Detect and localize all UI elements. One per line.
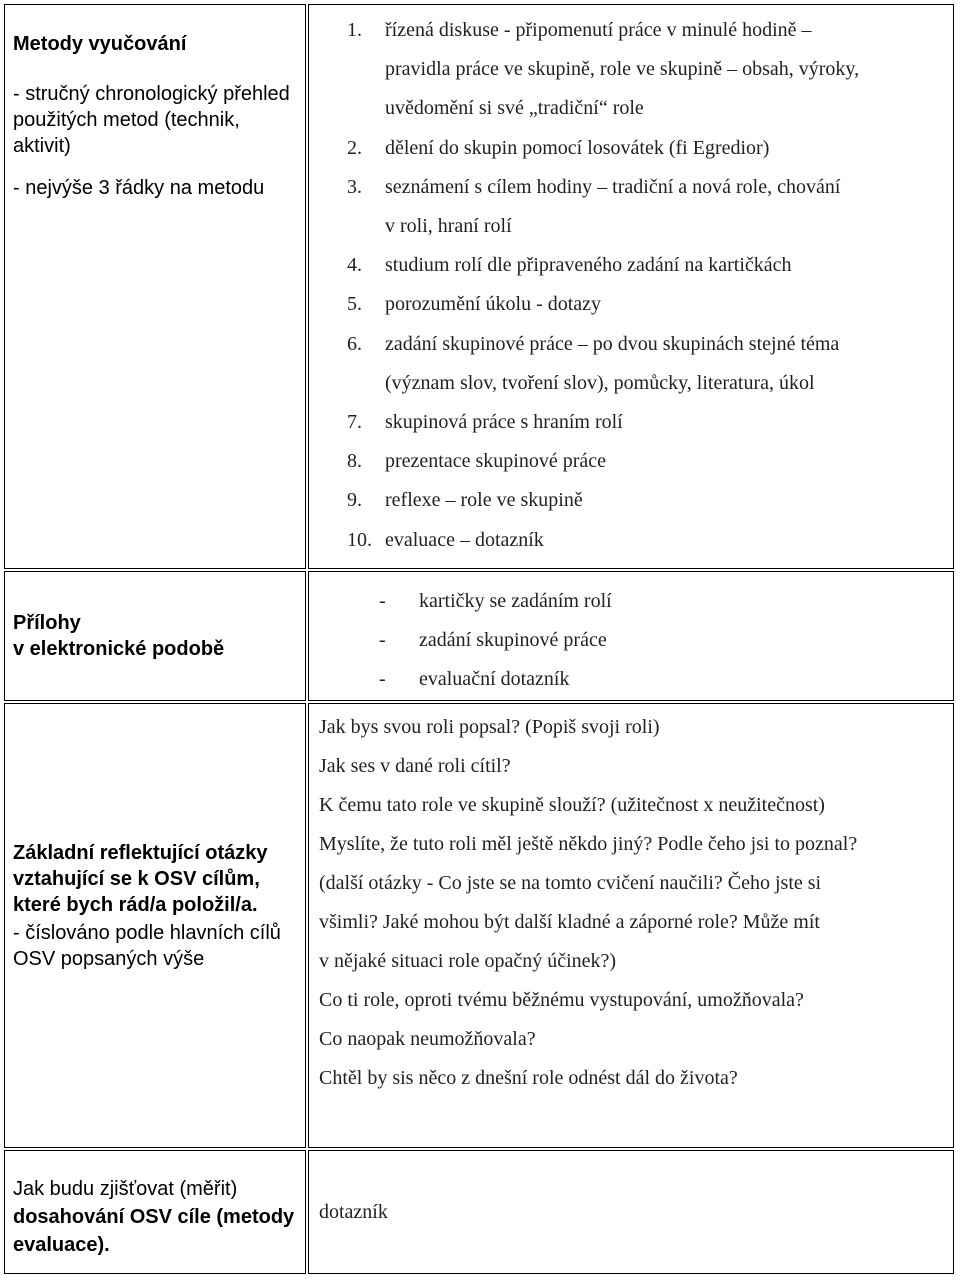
attachments-content-cell (308, 571, 954, 701)
method-item (347, 442, 943, 481)
method-item (347, 129, 943, 168)
attachments-heading-line2: v elektronické podobě (13, 638, 225, 660)
questions-label-cell (4, 703, 306, 1148)
question-line: všimli? Jaké mohou být další kladné a záporné role? Může mít (319, 911, 820, 933)
question-line: Jak ses v dané roli cítil? (319, 755, 511, 777)
method-item-line: v roli, hraní rolí (385, 215, 512, 238)
method-item-line: evaluace – dotazník (385, 528, 544, 551)
method-item-line: skupinová práce s hraním rolí (385, 411, 623, 434)
attachments-label-cell (4, 571, 306, 701)
attachments-list (379, 582, 612, 700)
method-item-number: 7. (347, 411, 362, 434)
methods-label-cell (4, 4, 306, 569)
method-item-number: 9. (347, 489, 362, 512)
methods-list (347, 11, 943, 560)
evaluation-heading-bold: dosahování OSV cíle (metody evaluace). (13, 1206, 295, 1256)
method-item (347, 246, 943, 285)
questions-note: - číslováno podle hlavních cílů OSV popsaných výše (13, 922, 281, 970)
question-line: Co naopak neumožňovala? (319, 1028, 536, 1050)
methods-content-cell (308, 4, 954, 569)
method-item-number: 1. (347, 19, 362, 41)
question-line: Myslíte, že tuto roli měl ještě někdo jiný? Podle čeho jsi to poznal? (319, 833, 858, 855)
method-item (347, 325, 943, 403)
questions-list (319, 708, 945, 1098)
method-item-number: 5. (347, 293, 362, 316)
method-item-line: dělení do skupin pomocí losovátek (fi Egredior) (385, 136, 770, 159)
method-item-number: 3. (347, 175, 362, 198)
evaluation-content-cell (308, 1150, 954, 1274)
method-item-line: uvědomění si své „tradiční“ role (385, 97, 644, 120)
question-line: (další otázky - Co jste se na tomto cvičení naučili? Čeho jste si (319, 872, 822, 894)
method-item-line: prezentace skupinové práce (385, 450, 606, 473)
attachment-item-text: kartičky se zadáním rolí (419, 590, 612, 612)
bullet-dash: - (379, 629, 386, 652)
methods-heading: Metody vyučování (13, 33, 187, 55)
method-item-line: (význam slov, tvoření slov), pomůcky, literatura, úkol (385, 371, 815, 394)
question-line: K čemu tato role ve skupině slouží? (užitečnost x neužitečnost) (319, 794, 825, 816)
question-line: Chtěl by sis něco z dnešní role odnést dál do života? (319, 1067, 738, 1089)
question-line: Jak bys svou roli popsal? (Popiš svoji roli) (319, 716, 660, 738)
questions-heading: Základní reflektující otázky vztahující se k OSV cílům, které bych rád/a položil/a. (13, 842, 268, 916)
method-item (347, 521, 943, 560)
attachment-item-text: evaluační dotazník (419, 668, 570, 691)
method-item-line: studium rolí dle připraveného zadání na kartičkách (385, 254, 792, 277)
attachment-item-text: zadání skupinové práce (419, 629, 607, 652)
methods-note-overview: - stručný chronologický přehled použitých metod (technik, aktivit) (13, 83, 290, 157)
method-item-number: 10. (347, 528, 372, 551)
method-item (347, 11, 943, 129)
method-item (347, 403, 943, 442)
evaluation-value: dotazník (319, 1201, 388, 1223)
attachments-heading-line1: Přílohy (13, 612, 81, 634)
method-item-number: 6. (347, 332, 362, 355)
method-item-line: pravidla práce ve skupině, role ve skupině – obsah, výroky, (385, 58, 860, 81)
method-item-line: řízená diskuse - připomenutí práce v minulé hodině – (385, 19, 812, 41)
attachment-item (379, 582, 612, 621)
evaluation-label-cell (4, 1150, 306, 1274)
bullet-dash: - (379, 668, 386, 691)
attachment-item (379, 621, 612, 660)
method-item-line: reflexe – role ve skupině (385, 489, 583, 512)
bullet-dash: - (379, 590, 386, 612)
attachment-item (379, 660, 612, 699)
method-item-number: 4. (347, 254, 362, 277)
method-item-number: 2. (347, 136, 362, 159)
method-item (347, 481, 943, 520)
question-line: v nějaké situaci role opačný účinek?) (319, 950, 617, 972)
method-item-line: zadání skupinové práce – po dvou skupinách stejné téma (385, 332, 840, 355)
method-item (347, 285, 943, 324)
question-line: Co ti role, oproti tvému běžnému vystupování, umožňovala? (319, 989, 804, 1011)
method-item-line: seznámení s cílem hodiny – tradiční a nová role, chování (385, 175, 841, 198)
methods-note-limit: - nejvýše 3 řádky na metodu (13, 177, 265, 199)
method-item (347, 168, 943, 246)
questions-content-cell (308, 703, 954, 1148)
method-item-line: porozumění úkolu - dotazy (385, 293, 602, 316)
method-item-number: 8. (347, 450, 362, 473)
evaluation-heading-plain: Jak budu zjišťovat (měřit) (13, 1178, 238, 1200)
